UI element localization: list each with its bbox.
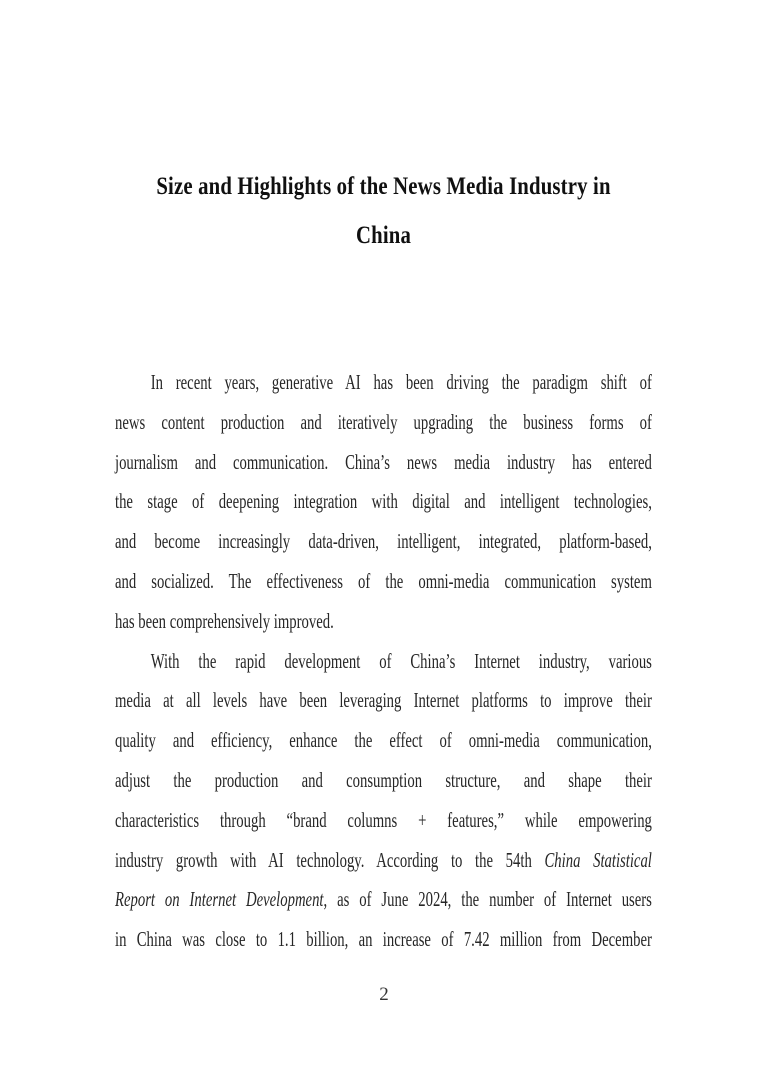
- text-segment: , as of June 2024, the number of Internet users: [323, 887, 652, 912]
- text-line: [115, 841, 652, 881]
- body-text: [115, 363, 652, 960]
- text-segment: and socialized. The effectiveness of the omni-media communication system: [115, 568, 652, 593]
- text-line: [115, 642, 652, 682]
- text-line: [115, 721, 652, 761]
- text-line: [115, 880, 652, 920]
- text-segment: industry growth with AI technology. According to the 54th: [115, 847, 545, 872]
- text-segment: In recent years, generative AI has been driving the paradigm shift of: [150, 370, 652, 394]
- text-segment: media at all levels have been leveraging Internet platforms to improve their: [115, 688, 652, 713]
- title-line-1: Size and Highlights of the News Media Industry in: [156, 173, 611, 200]
- text-line: [115, 482, 652, 522]
- text-line: [115, 403, 652, 443]
- text-line: [115, 443, 652, 483]
- italic-text-segment: China Statistical: [544, 847, 652, 872]
- text-segment: adjust the production and consumption structure, and shape their: [115, 767, 652, 792]
- text-segment: has been comprehensively improved.: [115, 608, 334, 633]
- title-line-2: China: [355, 222, 412, 249]
- document-body: [115, 363, 652, 960]
- text-segment: characteristics through “brand columns + features,” while empowering: [115, 807, 652, 832]
- text-line: [115, 602, 652, 642]
- text-line: [115, 363, 652, 403]
- text-segment: in China was close to 1.1 billion, an increase of 7.42 million from December: [115, 927, 652, 952]
- text-segment: and become increasingly data-driven, intelligent, integrated, platform-based,: [115, 529, 652, 554]
- text-line: [115, 522, 652, 562]
- document-title: [115, 162, 652, 260]
- text-line: [115, 761, 652, 801]
- text-line: [115, 562, 652, 602]
- text-segment: quality and efficiency, enhance the effect of omni-media communication,: [115, 728, 652, 753]
- text-line: [115, 801, 652, 841]
- italic-text-segment: Report on Internet Development: [115, 887, 324, 912]
- text-segment: news content production and iteratively upgrading the business forms of: [115, 409, 652, 434]
- text-line: [115, 681, 652, 721]
- page-number: 2: [379, 984, 389, 1005]
- text-line: [115, 920, 652, 960]
- text-segment: the stage of deepening integration with digital and intelligent technologies,: [115, 489, 652, 514]
- text-segment: With the rapid development of China’s Internet industry, various: [150, 648, 652, 673]
- text-segment: journalism and communication. China’s news media industry has entered: [115, 449, 652, 474]
- document-title-inner: [115, 162, 652, 260]
